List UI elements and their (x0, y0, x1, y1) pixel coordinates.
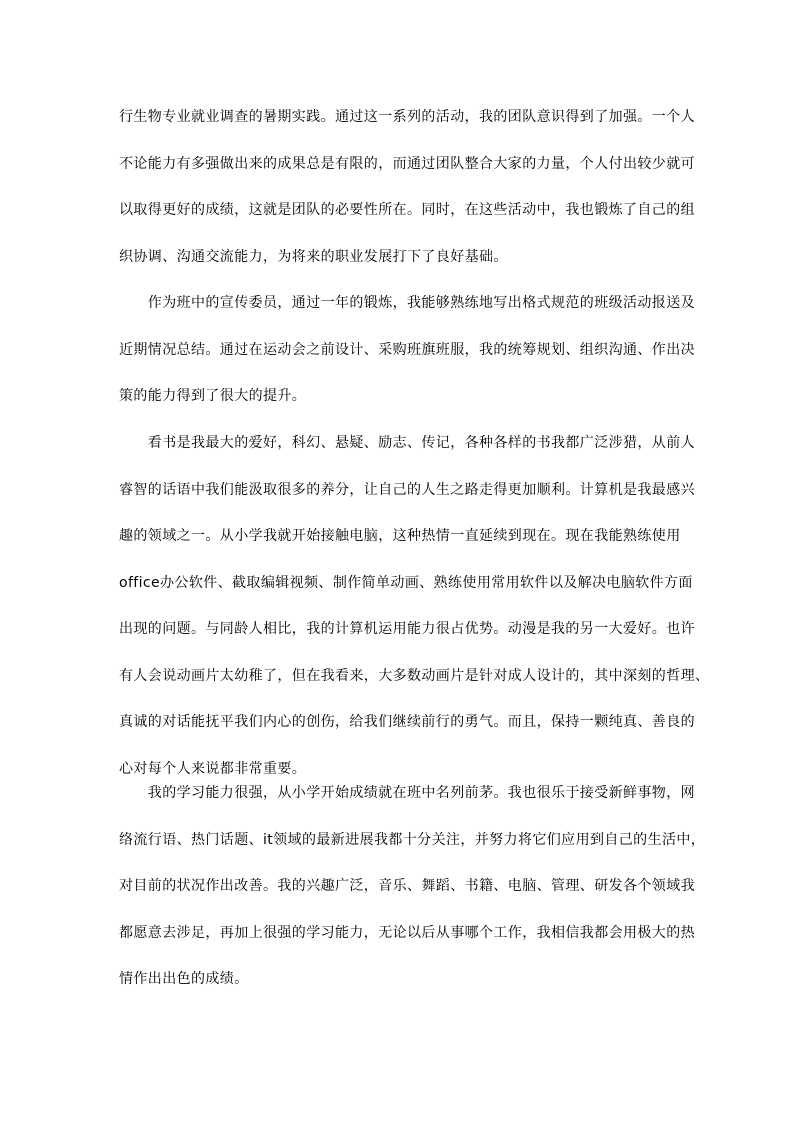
text-line: 不论能力有多强做出来的成果总是有限的，而通过团队整合大家的力量，个人付出较少就可 (119, 155, 695, 172)
text-line: 睿智的话语中我们能汲取很多的养分，让自己的人生之路走得更加顺利。计算机是我最感兴 (119, 481, 695, 498)
text-line: 近期情况总结。通过在运动会之前设计、采购班旗班服，我的统筹规划、组织沟通、作出决 (119, 341, 695, 358)
paragraph-hobbies (119, 435, 710, 777)
text-line: 真诚的对话能抚平我们内心的创伤，给我们继续前行的勇气。而且，保持一颗纯真、善良的 (119, 714, 695, 730)
text-line: 以取得更好的成绩，这就是团队的必要性所在。同时，在这些活动中，我也锻炼了自己的组 (119, 202, 695, 218)
text-line: 有人会说动画片太幼稚了，但在我看来，大多数动画片是针对成人设计的，其中深刻的哲理、 (119, 667, 710, 684)
text-line: 趣的领域之一。从小学我就开始接触电脑，这种热情一直延续到现在。现在我能熟练使用 (119, 528, 681, 544)
paragraph-publicity-role (119, 295, 695, 404)
text-line: 织协调、沟通交流能力，为将来的职业发展打下了良好基础。 (119, 248, 508, 265)
text-line: 对目前的状况作出改善。我的兴趣广泛，音乐、舞蹈、书籍、电脑、管理、研发各个领域我 (119, 878, 695, 894)
text-line: 行生物专业就业调查的暑期实践。通过这一系列的活动，我的团队意识得到了加强。一个人 (119, 109, 695, 125)
text-line: 出现的问题。与同龄人相比，我的计算机运用能力很占优势。动漫是我的另一大爱好。也许 (119, 621, 695, 637)
text-line: office办公软件、截取编辑视频、制作简单动画、熟练使用常用软件以及解决电脑软件方面 (119, 574, 693, 591)
text-line: 心对每个人来说都非常重要。 (119, 760, 307, 777)
text-line: 络流行语、热门话题、it领域的最新进展我都十分关注，并努力将它们应用到自己的生活中， (119, 831, 706, 848)
text-line: 看书是我最大的爱好，科幻、悬疑、励志、传记，各种各样的书我都广泛涉猎，从前人 (119, 435, 695, 451)
text-line: 都愿意去涉足，再加上很强的学习能力，无论以后从事哪个工作，我相信我都会用极大的热 (119, 924, 695, 941)
text-line: 我的学习能力很强，从小学开始成绩就在班中名列前茅。我也很乐于接受新鲜事物，网 (119, 785, 695, 801)
text-line: 策的能力得到了很大的提升。 (119, 388, 307, 404)
text-line: 作为班中的宣传委员，通过一年的锻炼，我能够熟练地写出格式规范的班级活动报送及 (119, 295, 695, 311)
paragraph-learning-ability (119, 785, 706, 987)
paragraph-teamwork (119, 109, 695, 265)
text-line: 情作出出色的成绩。 (119, 971, 249, 987)
